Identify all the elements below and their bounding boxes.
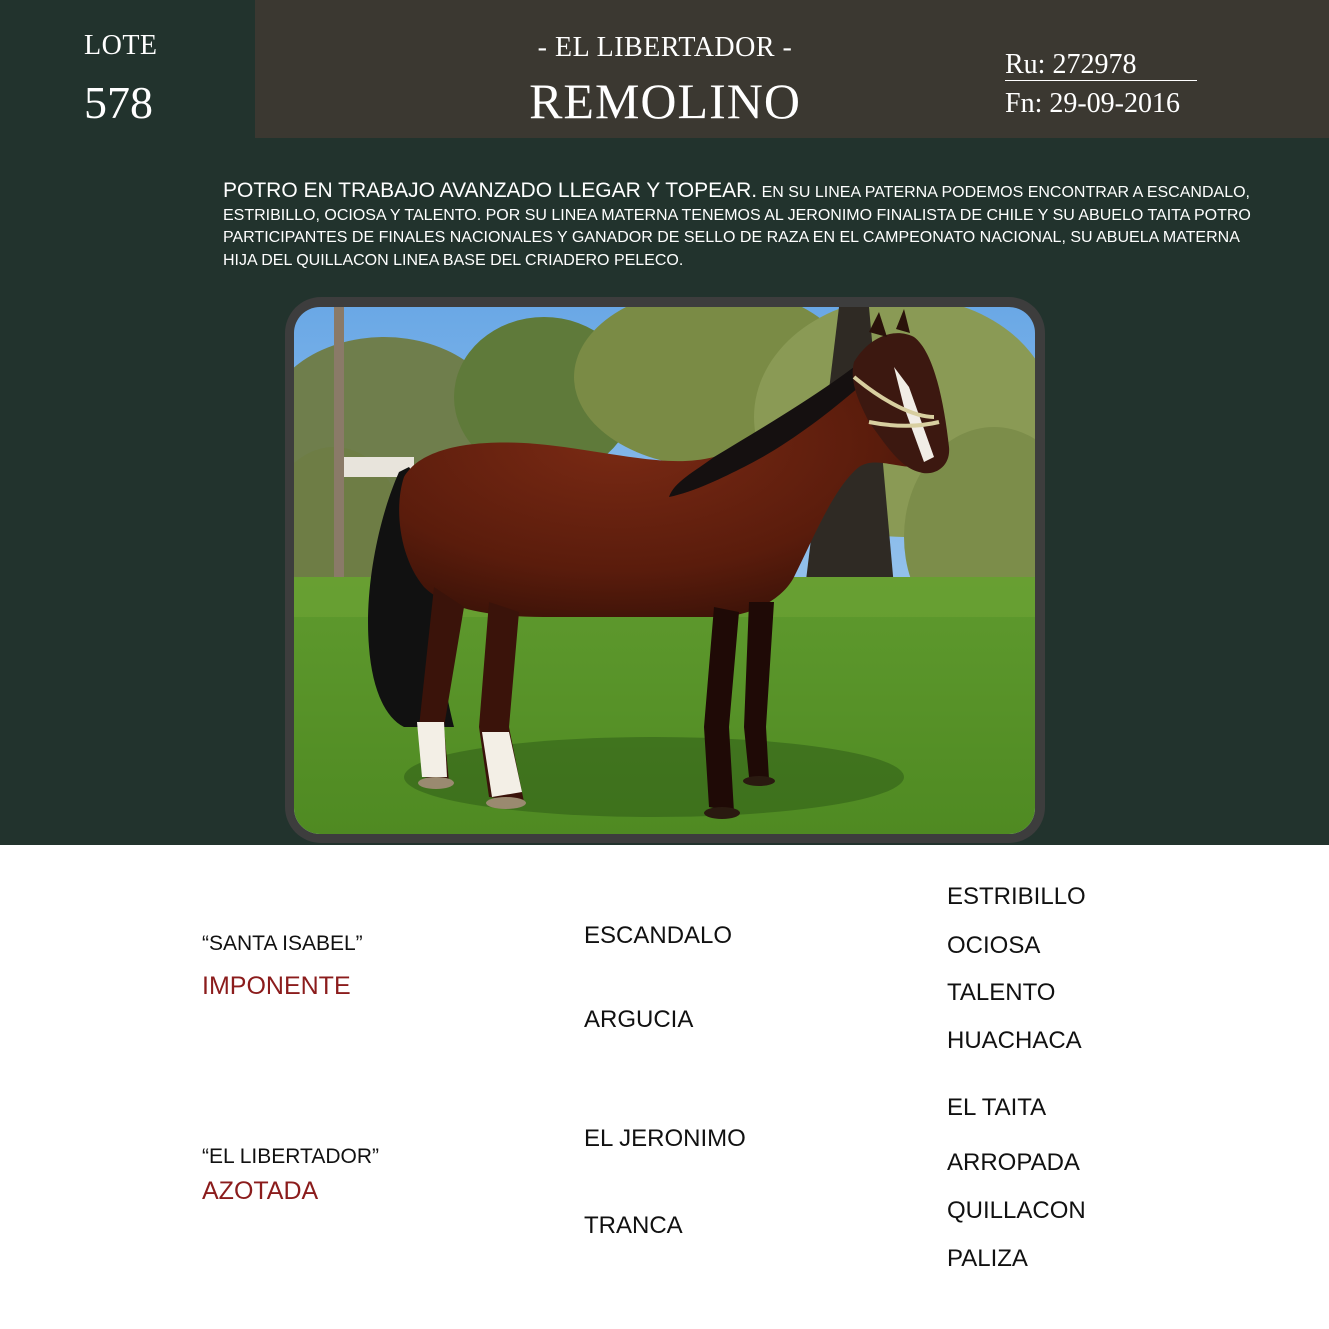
horse-illustration xyxy=(294,307,1035,834)
sire-breeder: “SANTA ISABEL” xyxy=(202,932,363,955)
dam-breeder: “EL LIBERTADOR” xyxy=(202,1145,379,1168)
great-grandparent-8: PALIZA xyxy=(947,1245,1028,1272)
lot-number: 578 xyxy=(84,77,153,128)
dam-name: AZOTADA xyxy=(202,1177,319,1205)
grandparent-3: EL JERONIMO xyxy=(584,1125,746,1152)
grandparent-1: ESCANDALO xyxy=(584,922,733,949)
description-body: EN SU LINEA PATERNA PODEMOS ENCONTRAR A ESCANDALO, ESTRIBILLO, OCIOSA Y TALENTO. POR SU LINEA MATERNA TENEMOS AL JERONIMO FINALISTA DE CHILE Y SU ABUELO TAITA POTRO PARTICIPANTES DE FINALES NACIONALES Y GANADOR DE SELLO DE RAZA EN EL CAMPEONATO NACIONAL, SU ABUELA MATERNA HIJA DEL QUILLACON LINEA BASE DEL CRIADERO PELECO. xyxy=(223,184,1251,269)
great-grandparent-2: OCIOSA xyxy=(947,932,1041,959)
great-grandparent-1: ESTRIBILLO xyxy=(947,883,1086,910)
birth-date: Fn: 29-09-2016 xyxy=(1005,88,1180,119)
description xyxy=(223,180,1263,272)
great-grandparent-6: ARROPADA xyxy=(947,1149,1080,1176)
great-grandparent-7: QUILLACON xyxy=(947,1197,1086,1224)
horse-photo xyxy=(294,307,1035,834)
description-lead: POTRO EN TRABAJO AVANZADO LLEGAR Y TOPEAR. xyxy=(223,179,758,202)
great-grandparent-5: EL TAITA xyxy=(947,1094,1047,1121)
great-grandparent-3: TALENTO xyxy=(947,979,1056,1006)
sire-name: IMPONENTE xyxy=(202,972,351,1000)
owner-name: - EL LIBERTADOR - xyxy=(537,32,793,63)
registration-number: Ru: 272978 xyxy=(1005,50,1197,81)
lot-label: LOTE xyxy=(84,30,158,61)
grandparent-4: TRANCA xyxy=(584,1212,683,1239)
great-grandparent-4: HUACHACA xyxy=(947,1027,1082,1054)
horse-name: REMOLINO xyxy=(529,73,801,129)
grandparent-2: ARGUCIA xyxy=(584,1006,694,1033)
